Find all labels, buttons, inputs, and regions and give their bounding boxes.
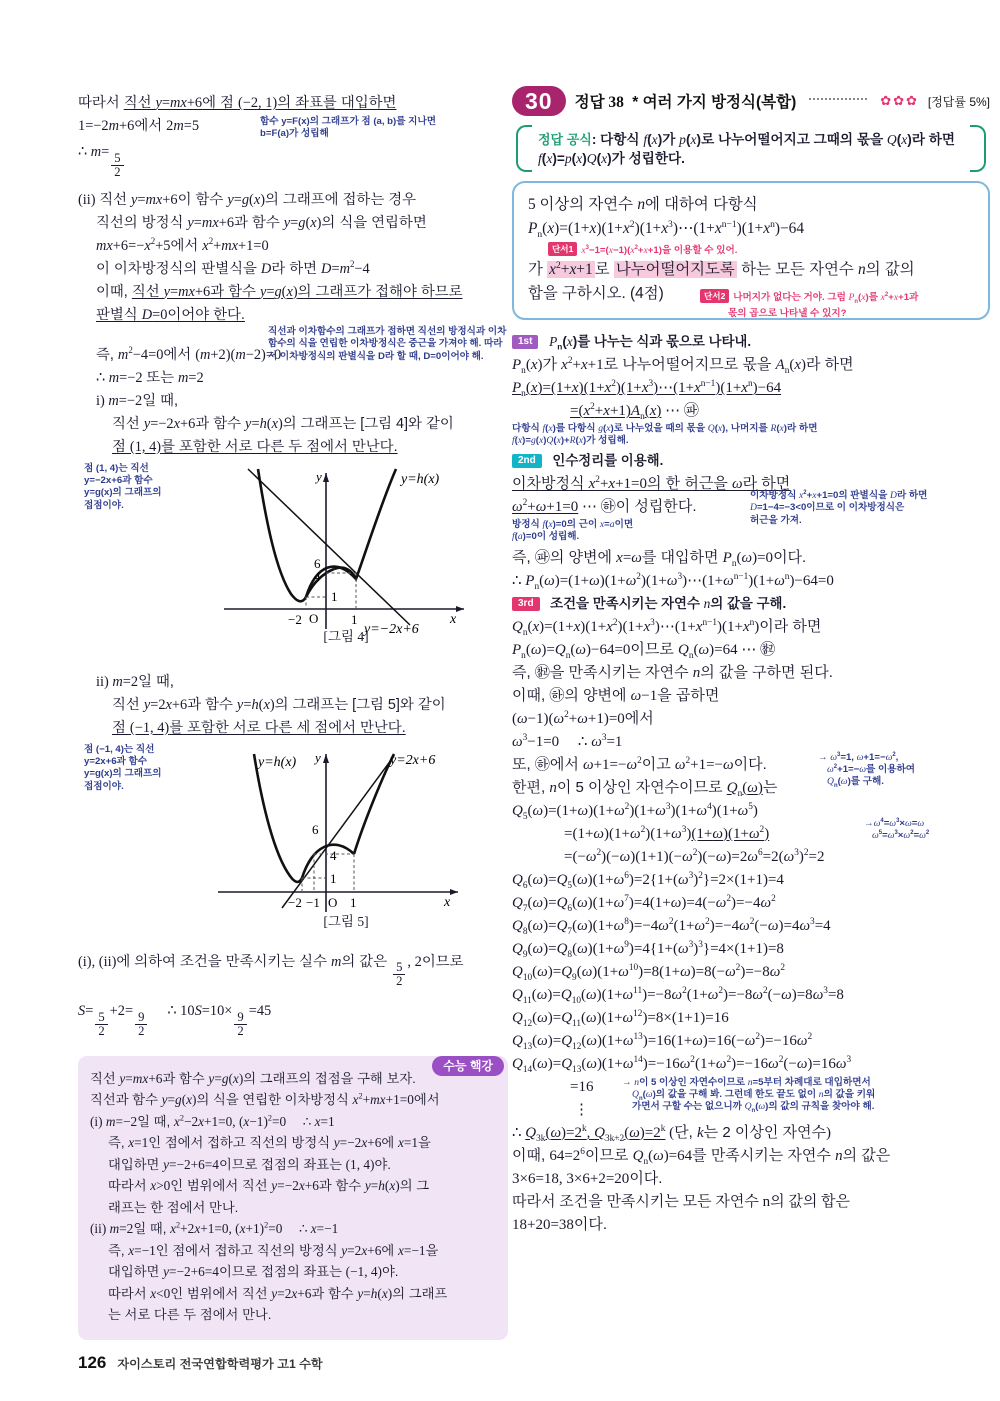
tail-line-1: ∴ $Q_{3k}(\omega)=2^k$, $Q_{3k+2}(\omega)=2^k$ (단, k는 2 이상인 자연수) — [512, 1123, 831, 1144]
s2-anno-r1: 이차방정식 $x^2+x+1=0$의 판별식을 D라 하면 — [750, 489, 928, 501]
s2-anno-r3: 허근을 가져. — [750, 514, 802, 526]
left-line-2: 1=−2m+6에서 2m=5 — [78, 118, 200, 134]
haekgang-section — [78, 1056, 508, 1340]
question-box — [512, 181, 990, 320]
left-line-5: $mx+6=-x^2+5$에서 $x^2+mx+1=0$ — [96, 235, 269, 254]
step-1 — [512, 331, 990, 448]
hint-1 — [548, 240, 976, 258]
hk-line-8: (ii) m=2일 때, $x^2+2x+1=0$, $(x+1)^2=0$ ∴ x=−1 — [90, 1220, 339, 1237]
svg-text:x: x — [444, 894, 451, 910]
calc-line-5: $Q_7(\omega)=Q_6(\omega)(1+\omega^7)=4(1+\omega)=4(-\omega^2)=-4\omega^2$ — [512, 893, 776, 914]
hint-1-note: $x^3-1=(x-1)(x^2+x+1)$을 이용할 수 있어. — [581, 244, 738, 256]
s3-anno-r1: → $\omega^3=1$, $\omega+1=-\omega^2$, — [818, 751, 899, 763]
calc-annotation-powers — [864, 818, 994, 843]
hint-1-tag: 단서1 — [548, 242, 577, 256]
left-line-1: 따라서 직선 y=mx+6에 점 (−2, 1)의 좌표를 대입하면 — [78, 95, 397, 111]
question-line-2: $P_n(x)=(1+x)(1+x^2)(1+x^3)\cdots(1+x^{n-1})(1+x^n)-64$ — [528, 218, 805, 241]
step-3-title: 조건을 만족시키는 자연수 n의 값을 구해. — [550, 595, 787, 611]
formula-line-1: 정답 공식: 다항식 f(x)가 p(x)로 나누어떨어지고 그때의 몫을 Q(x)라 하면 — [538, 132, 955, 147]
figure-4-label-h: y=h(x) — [401, 471, 440, 487]
left-line-4: 직선의 방정식 y=mx+6과 함수 y=g(x)의 식을 연립하면 — [96, 214, 427, 231]
step-3-line-8: 한편, n이 5 이상인 자연수이므로 $Q_n(\omega)$는 — [512, 778, 778, 799]
step-3-line-2: $P_n(\omega)=Q_n(\omega)-64=0$이므로 $Q_n(\omega)=64$ ⋯ ㉼ — [512, 640, 776, 661]
problem-title: 정답 38 * 여러 가지 방정식(복합) — [574, 94, 797, 111]
tail-anno-c: 가면서 구할 수는 없으니까 $Q_n(\omega)$의 값의 규칙을 찾아야 해. — [632, 1101, 875, 1115]
left-line-6: 이 이차방정식의 판별식을 D라 하면 $D=m^2-4$ — [96, 258, 370, 277]
difficulty-stars: ✿✿✿ — [880, 93, 919, 108]
step-3-line-3: 즉, ㉼을 만족시키는 자연수 n의 값을 구하면 된다. — [512, 663, 833, 681]
step-2-line-2: $\omega^2+\omega+1=0$ ⋯ ㉻이 성립한다. 이차방정식 $x^2+x+1=0$의 판별식을 D라 하면 D=1−4=−3<0이므로 이 이차방정식은 허근을 가져. — [512, 496, 990, 518]
calc-anno-p2: $\omega^5=\omega^3\times\omega^2=\omega^2$ — [872, 829, 930, 842]
calc-line-13: =16 → n이 5 이상인 자연수이므로 n=5부터 차례대로 대입하면서 $Q_n(\omega)$의 값을 구해 봐. 그런데 한도 끝도 없이 n의 값을 키워 가면서 구할 수는 없으니까 $Q_n(\omega)$의 값의 규칙을 찾아야 해. — [512, 1076, 990, 1098]
hint-2-note-b: 몫의 곱으로 나타낼 수 있지? — [728, 308, 847, 319]
question-line-4: 합을 구하시오. (4점) 단서2 나머지가 없다는 거야. 그럼 $P_n(x)$를 $x^2+x+1$과 몫의 곱으로 나타낼 수 있지? — [528, 285, 919, 319]
step-1-anno-b: f(x)=g(x)Q(x)+R(x)가 성립해. — [512, 435, 629, 447]
step-2 — [512, 450, 990, 592]
left-conclusion-1: (i), (ii)에 의하여 조건을 만족시키는 실수 m의 값은 $\frac{5}{2}$ , 2이므로 — [78, 953, 464, 989]
hk-line-4: 즉, x=1인 점에서 접하고 직선의 방정식 y=−2x+6에 x=1을 — [108, 1135, 431, 1151]
left-line-7: 이때, 직선 y=mx+6과 함수 y=g(x)의 그래프가 접해야 하므로 — [96, 283, 463, 300]
calc-line-11: $Q_{13}(\omega)=Q_{12}(\omega)(1+\omega^{13})=16(1+\omega)=16(-\omega^2)=-16\omega^2$ — [512, 1031, 813, 1052]
annotation-function-point: 함수 y=F(x)의 그래프가 점 (a, b)를 지나면 b=F(a)가 성립해 — [260, 116, 436, 140]
step-2-annotation-right — [750, 490, 994, 527]
hk-line-10: 대입하면 y=−2+6=4이므로 접점의 좌표는 (−1, 4)야. — [108, 1264, 399, 1280]
calc-line-12: $Q_{14}(\omega)=Q_{13}(\omega)(1+\omega^{14})=-16\omega^2(1+\omega^2)=-16\omega^2(-\omega)=16\omega^3$ — [512, 1054, 852, 1075]
right-column — [512, 86, 990, 1237]
hk-line-1: 직선 y=mx+6과 함수 y=g(x)의 그래프의 접점을 구해 보자. — [90, 1070, 416, 1086]
svg-text:1: 1 — [331, 588, 338, 604]
hint-2-tag: 단서2 — [700, 289, 729, 303]
problem-number: 30 — [512, 86, 566, 116]
calc-line-6: $Q_8(\omega)=Q_7(\omega)(1+\omega^8)=-4\omega^2(1+\omega^2)=-4\omega^2(-\omega)=4\omega^3=4$ — [512, 916, 831, 937]
tail-anno-b: $Q_n(\omega)$의 값을 구해 봐. 그런데 한도 끝도 없이 n의 값을 키워 — [632, 1089, 876, 1102]
step-3-head — [512, 593, 990, 615]
calc-anno-p1: $\to\omega^4=\omega^3\times\omega=\omega$ — [864, 817, 925, 829]
svg-text:6: 6 — [312, 821, 319, 837]
step-2-badge: 2nd — [512, 454, 542, 468]
tail-line-3: 3×6=18, 3×6+2=20이다. — [512, 1169, 663, 1187]
left-line-12: 점 (1, 4)를 포함한 서로 다른 두 점에서 만난다. — [112, 438, 398, 455]
step-2-line-3: 즉, ㉺의 양변에 x=ω를 대입하면 $P_n(\omega)=0$이다. — [512, 548, 807, 569]
step-2-line-4: ∴ $P_n(\omega)=(1+\omega)(1+\omega^2)(1+\omega^3)\cdots(1+\omega^{n-1})(1+\omega^n)-64=0$ — [512, 571, 834, 592]
s2-anno-r2: D=1−4=−3<0이므로 이 이차방정식은 — [750, 502, 905, 514]
page-number: 126 — [78, 1353, 107, 1372]
hk-line-9: 즉, x=−1인 점에서 접하고 직선의 방정식 y=2x+6에 x=−1을 — [108, 1242, 439, 1258]
s2-anno-b: f(a)=0이 성립해. — [512, 531, 580, 543]
svg-text:1: 1 — [351, 611, 358, 627]
step-3-line-1: $Q_n(x)=(1+x)(1+x^2)(1+x^3)\cdots(1+x^{n-1})(1+x^n)$이라 하면 — [512, 617, 822, 638]
svg-text:y: y — [315, 749, 321, 765]
calc-line-10: $Q_{12}(\omega)=Q_{11}(\omega)(1+\omega^{12})=8\times(1+1)=16$ — [512, 1008, 729, 1029]
s3-anno-r3: $Q_n(\omega)$를 구해. — [827, 776, 884, 790]
calc-line-1: $Q_5(\omega)=(1+\omega)(1+\omega^2)(1+\omega^3)(1+\omega^4)(1+\omega^5)$ — [512, 801, 758, 822]
question-line-1: 5 이상의 자연수 n에 대하여 다항식 — [528, 196, 758, 213]
problem-header — [512, 86, 990, 116]
s2-anno-a: 방정식 f(x)=0의 근이 x=a이면 — [512, 518, 634, 530]
hint-2 — [700, 284, 918, 321]
step-3-line-6: $\omega^3-1=0$ ∴ $\omega^3=1$ — [512, 732, 623, 750]
calc-line-7: $Q_9(\omega)=Q_8(\omega)(1+\omega^9)=4\{1+(\omega^3)^3\}=4\times(1+1)=8$ — [512, 939, 784, 960]
tail-line-4: 따라서 조건을 만족시키는 모든 자연수 n의 값의 합은 — [512, 1193, 851, 1210]
svg-text:x: x — [450, 611, 457, 627]
tail-line-5: 18+20=38이다. — [512, 1215, 608, 1233]
formula-line-2: f(x)=p(x)Q(x)가 성립한다. — [538, 151, 685, 166]
left-line-13: 직선 y=2x+6과 함수 y=h(x)의 그래프는 [그림 5]와 같이 — [112, 696, 446, 713]
left-column — [78, 92, 508, 1340]
step-3-line-7: 또, ㉻에서 $\omega+1=-\omega^2$이고 $\omega^2+1=-\omega$이다. → $\omega^3=1$, $\omega+1=-\omega^2$, $\omega^2+1=-\omega$를 이용하여 $Q_n(\omega)$를 구해. — [512, 754, 990, 776]
page-footer — [78, 1353, 323, 1373]
step-2-title: 인수정리를 이용해. — [552, 452, 664, 468]
left-line-3: ∴ m= $\frac{5}{2}$ — [78, 141, 508, 179]
calc-line-3: $=(-\omega^2)(-\omega)(1+1)(-\omega^2)(-\omega)=2\omega^6=2(\omega^3)^2=2$ — [564, 847, 825, 865]
tail-annotation — [622, 1077, 952, 1114]
calc-line-2: $=(1+\omega)(1+\omega^2)(1+\omega^3)(1+\omega)(1+\omega^2)$ — [564, 824, 770, 842]
svg-text:−1: −1 — [306, 894, 320, 910]
calc-vertical-dots: ⋮ — [574, 1101, 589, 1118]
left-line-9: 즉, $m^2-4=0$에서 (m+2)(m−2)=0 — [96, 344, 282, 363]
calc-line-8: $Q_{10}(\omega)=Q_9(\omega)(1+\omega^{10})=8(1+\omega)=8(-\omega^2)=-8\omega^2$ — [512, 962, 785, 983]
hk-line-5: 대입하면 y=−2+6=4이므로 접점의 좌표는 (1, 4)야. — [108, 1156, 391, 1172]
question-line-3: 가 $x^2+x+1$ 로 나누어떨어지도록 하는 모든 자연수 n의 값의 — [528, 259, 915, 278]
svg-text:−2: −2 — [288, 611, 302, 627]
annotation-tangent-point-2: 점 (−1, 4)는 직선 y=2x+6과 함수 y=g(x)의 그래프의 접점이야. — [84, 743, 162, 792]
svg-text:1: 1 — [330, 870, 337, 886]
calculation-block — [512, 800, 990, 1121]
step-3-annotation-right — [818, 752, 988, 789]
book-title: 자이스토리 전국연합학력평가 고1 수학 — [117, 1357, 323, 1371]
step-2-line-1: 이차방정식 $x^2+x+1=0$의 한 허근을 ω라 하면 — [512, 474, 791, 492]
figure-4-caption: [그림 4] — [323, 628, 369, 644]
hk-line-12: 는 서로 다른 두 점에서 만나. — [108, 1307, 272, 1323]
svg-text:O: O — [309, 610, 319, 626]
tail-line-2: 이때, $64=2^6$이므로 $Q_n(\omega)=64$를 만족시키는 자연수 n의 값은 — [512, 1146, 891, 1167]
left-line-14: 점 (−1, 4)를 포함한 서로 다른 세 점에서 만난다. — [112, 719, 406, 736]
figure-5 — [78, 742, 508, 937]
step-3-badge: 3rd — [512, 597, 540, 611]
haekgang-badge: 수능 핵강 — [432, 1056, 504, 1076]
s3-anno-r2: $\omega^2+1=-\omega$를 이용하여 — [827, 763, 916, 776]
left-case-ii-2: ii) m=2일 때, — [96, 673, 174, 690]
step-1-line-1: $P_n(x)$가 $x^2+x+1$로 나누어떨어지므로 몫을 $A_n(x)$라 하면 — [512, 356, 854, 376]
svg-text:6: 6 — [314, 555, 321, 571]
step-3-line-4: 이때, ㉻의 양변에 ω−1을 곱하면 — [512, 686, 720, 704]
step-3-line-5: $(\omega-1)(\omega^2+\omega+1)=0$에서 — [512, 709, 654, 727]
step-1-head — [512, 331, 990, 353]
svg-text:4: 4 — [330, 847, 337, 863]
figure-5-caption: [그림 5] — [323, 913, 369, 929]
left-line-8: 판별식 D=0이어야 한다. — [96, 306, 245, 323]
calc-line-4: $Q_6(\omega)=Q_5(\omega)(1+\omega^6)=2\{1+(\omega^3)^2\}=2\times(1+1)=4$ — [512, 870, 784, 891]
step-3 — [512, 593, 990, 799]
hint-2-note-a: 나머지가 없다는 거야. 그럼 $P_n(x)$를 $x^2+x+1$과 — [733, 291, 919, 305]
header-dot-leader — [809, 97, 867, 100]
figure-4 — [78, 461, 508, 651]
haekgang-box — [78, 1056, 508, 1340]
correct-rate: [정답률 5%] — [927, 94, 990, 109]
calc-line-9: $Q_{11}(\omega)=Q_{10}(\omega)(1+\omega^{11})=-8\omega^2(1+\omega^2)=-8\omega^2(-\omega)=8\omega^3=8$ — [512, 985, 844, 1006]
hk-line-3: (i) m=−2일 때, $x^2-2x+1=0$, $(x-1)^2=0$ ∴ x=1 — [90, 1113, 335, 1129]
svg-text:4: 4 — [314, 568, 321, 584]
final-answer-block — [512, 1122, 990, 1236]
annotation-discriminant: 직선과 이차함수의 그래프가 접하면 직선의 방정식과 이차 함수의 식을 연립한 이차방정식은 중근을 가져야 해. 따라 서 이차방정식의 판별식을 D라 할 때, D=0이어야 해. — [268, 326, 507, 362]
step-1-title: $P_n(x)$를 나누는 식과 몫으로 나타내. — [549, 334, 752, 352]
left-conclusion-2: S= $\frac{5}{2}$ +2= $\frac{9}{2}$ ∴ 10S=10× $\frac{9}{2}$ =45 — [78, 1003, 272, 1038]
hk-line-2: 직선과 함수 y=g(x)의 식을 연립한 이차방정식 $x^2+mx+1=0$에서 — [90, 1091, 440, 1108]
annotation-tangent-point-1: 점 (1, 4)는 직선 y=−2x+6과 함수 y=g(x)의 그래프의 접점이야. — [84, 462, 162, 511]
left-case-i: i) m=−2일 때, — [96, 392, 179, 409]
figure-5-label-h: y=h(x) — [258, 754, 297, 770]
answer-formula-box — [512, 125, 990, 172]
hk-line-6: 따라서 x>0인 범위에서 직선 y=−2x+6과 함수 y=h(x)의 그 — [108, 1178, 430, 1194]
step-1-line-3: $=(x^2+x+1)A_n(x)$ ⋯ ㉺ — [570, 402, 699, 422]
left-case-ii-head: (ii) 직선 y=mx+6이 함수 y=g(x)의 그래프에 접하는 경우 — [78, 191, 417, 208]
hk-line-7: 래프는 한 점에서 만나. — [108, 1199, 239, 1215]
figure-4-label-line: y=−2x+6 — [364, 621, 419, 637]
svg-text:O: O — [328, 894, 338, 910]
left-line-11: 직선 y=−2x+6과 함수 y=h(x)의 그래프는 [그림 4]와 같이 — [112, 415, 454, 432]
svg-text:1: 1 — [350, 894, 357, 910]
left-line-10: ∴ m=−2 또는 m=2 — [96, 369, 204, 386]
svg-text:y: y — [316, 468, 322, 484]
hk-line-11: 따라서 x<0인 범위에서 직선 y=2x+6과 함수 y=h(x)의 그래프 — [108, 1285, 448, 1301]
step-1-anno-a: 다항식 f(x)를 다항식 g(x)로 나누었을 때의 몫을 Q(x), 나머지를 R(x)라 하면 — [512, 423, 818, 434]
step-2-head — [512, 450, 990, 472]
svg-text:−2: −2 — [288, 894, 302, 910]
figure-4-svg — [196, 461, 496, 641]
step-1-line-2: $P_n(x)=(1+x)(1+x^2)(1+x^3)\cdots(1+x^{n-1})(1+x^n)-64$ — [512, 379, 782, 399]
tail-anno-a: → n이 5 이상인 자연수이므로 n=5부터 차례대로 대입하면서 — [622, 1076, 871, 1088]
step-1-annotation — [512, 423, 990, 448]
figure-5-label-line: y=2x+6 — [390, 752, 436, 768]
step-1-badge: 1st — [512, 335, 538, 349]
figure-5-svg — [196, 742, 496, 924]
